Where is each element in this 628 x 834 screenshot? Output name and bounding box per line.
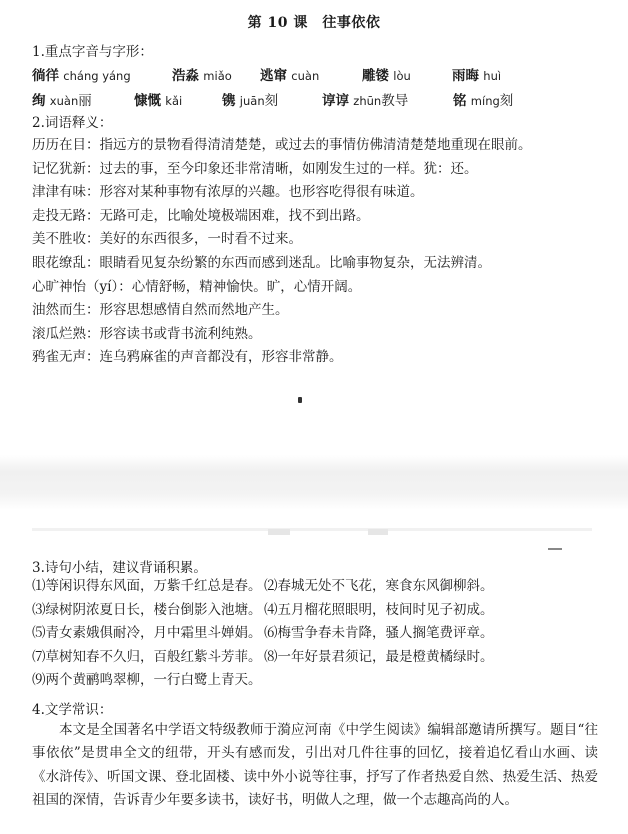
definition-term: 眼花缭乱： [32,254,100,271]
definition-list [32,134,602,370]
definition-item [32,158,602,182]
definition-term: 心旷神怡（yí）： [32,278,132,295]
poem-line: ⑶绿树阴浓夏日长，楼台倒影入池塘。 [32,601,262,618]
poem-line: ⑴等闲识得东风面，万紫千红总是春。 [32,578,262,594]
definition-text: 形容思想感情自然而然地产生。 [99,302,289,319]
definition-item [32,228,602,252]
literature-paragraph: 本文是全国著名中学语文特级教师于漪应河南《中学生阅读》编辑部邀请所撰写。题目“往事依依”是贯串全文的纽带，开头有感而发，引出对几件往事的回忆，接着追忆看山水画、读《水浒传》、听国文课、登北固楼、读中外小说等往事，抒写了作者热爱自然、热爱生活、热爱祖国的深情，告诉青少年要多读书，读好书，明做人之理，做一个志趣高尚的人。 [32,722,598,809]
vocab-word: 雨晦 [452,68,479,84]
definition-text: 心情舒畅，精神愉快。旷，心情开阔。 [131,278,362,295]
poem-row [32,646,602,670]
vocab-suffix: 教导 [381,93,409,109]
definition-item [32,323,602,347]
definition-item [32,205,602,229]
vocab-word: 徜徉 [32,68,59,84]
vocab-item [172,64,232,84]
lesson-title: 第 10 课 往事依依 [247,15,381,31]
definition-term: 历历在目： [32,137,100,153]
vocab-item [260,64,319,84]
definition-term: 美不胜收： [32,231,100,248]
definition-item [32,134,602,158]
definition-item [32,346,602,370]
definition-term: 津津有味： [32,184,100,201]
vocab-word: 慷慨 [134,93,161,109]
vocab-suffix: 刻 [499,93,514,109]
vocab-pinyin: miǎo [203,69,232,83]
vocab-pinyin: cuàn [291,69,320,83]
vocab-word: 谆谆 [322,93,349,109]
vocab-word: 雕镂 [362,68,389,84]
vocab-pinyin: kǎi [165,94,183,108]
vocab-item [322,89,408,109]
definition-item [32,299,602,323]
poem-line: ⑷五月榴花照眼明，枝间时见子初成。 [264,601,494,618]
definition-item [32,181,602,205]
definition-text: 指远方的景物看得清清楚楚，或过去的事情仿佛清清楚楚地重现在眼前。 [99,137,532,153]
definition-term: 油然而生： [32,302,100,319]
vocab-pinyin: cháng yáng [63,69,131,83]
poem-line: ⑼两个黄鹂鸣翠柳，一行白鹭上青天。 [32,672,262,689]
vocab-word: 逃窜 [260,68,287,84]
vocab-suffix: 刻 [264,93,279,109]
poem-row [32,575,602,599]
poem-row [32,669,602,693]
poem-row [32,599,602,623]
poem-line: ⑵春城无处不飞花，寒食东风御柳斜。 [264,578,494,594]
vocab-row-2 [32,89,602,109]
vocab-word: 镌 [222,93,236,109]
poem-row [32,622,602,646]
stray-mark [298,397,302,403]
definition-text: 形容对某种事物有浓厚的兴趣。也形容吃得很有味道。 [99,184,424,201]
poem-list [32,575,602,693]
definition-text: 过去的事，至今印象还非常清晰，如刚发生过的一样。犹：还。 [99,160,478,177]
vocab-item [452,64,501,84]
vocab-pinyin: xuàn [49,94,79,108]
stray-mark [548,548,562,550]
definition-term: 鸦雀无声： [32,349,100,366]
vocab-pinyin: zhūn [353,94,382,108]
definition-text: 形容读书或背书流利纯熟。 [99,325,262,342]
vocab-item [222,89,278,109]
divider [32,528,592,531]
definition-item [32,276,602,300]
definition-text: 无路可走，比喻处境极端困难，找不到出路。 [99,207,370,224]
vocab-row-1 [32,64,602,84]
vocab-word: 浩淼 [172,68,199,84]
vocab-word: 绚 [32,93,46,109]
smudge-mark [368,529,388,535]
vocab-item [134,89,182,109]
vocab-item [362,64,411,84]
vocab-suffix: 丽 [78,93,92,109]
vocab-item [32,89,92,109]
vocab-pinyin: juān [239,94,265,108]
definition-item [32,252,602,276]
poem-line: ⑹梅雪争春未肯降，骚人搁笔费评章。 [264,625,494,642]
section-heading-poems: 3.诗句小结，建议背诵积累。 [32,560,207,576]
poem-line: ⑻一年好景君须记，最是橙黄橘绿时。 [264,648,494,665]
definition-text: 美好的东西很多，一时看不过来。 [99,231,302,248]
vocab-pinyin: lòu [393,69,411,83]
smudge-mark [268,529,290,535]
section-heading-definitions: 2.词语释义： [32,115,113,131]
page-break-gap [0,455,628,510]
poem-line: ⑺草树知春不久归，百般红紫斗芳菲。 [32,648,262,665]
poem-line: ⑸青女素娥俱耐冷，月中霜里斗婵娟。 [32,625,262,642]
definition-term: 走投无路： [32,207,100,224]
vocab-word: 铭 [453,93,467,109]
definition-text: 连乌鸦麻雀的声音都没有，形容非常静。 [99,349,343,366]
definition-text: 眼睛看见复杂纷繁的东西而感到迷乱。比喻事物复杂，无法辨清。 [99,254,491,271]
vocab-pinyin: huì [483,69,502,83]
vocab-item [32,64,131,84]
section-heading-literature: 4.文学常识： [32,702,113,718]
vocab-item [453,89,513,109]
vocab-pinyin: míng [470,94,500,108]
definition-term: 记忆犹新： [32,160,100,177]
definition-term: 滚瓜烂熟： [32,325,100,342]
section-heading-pronunciation: 1.重点字音与字形： [32,44,153,60]
